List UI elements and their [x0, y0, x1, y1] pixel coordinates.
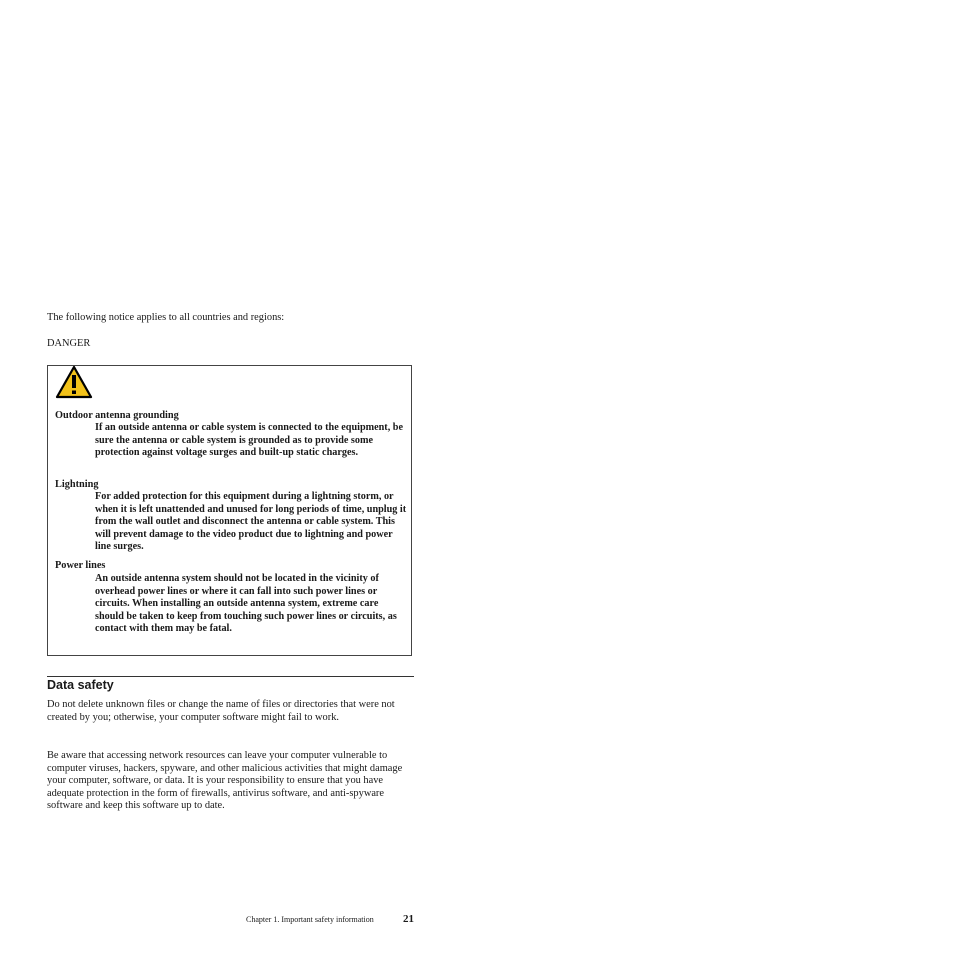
danger-label: DANGER [47, 338, 91, 349]
notice-term-outdoor-antenna: Outdoor antenna grounding [55, 410, 179, 421]
notice-term-power-lines: Power lines [55, 560, 106, 571]
section-paragraph-2: Be aware that accessing network resources can leave your computer vulnerable to computer viruses, hackers, spyware, and other malicious activities that might damage your computer, software, or data. It is your responsibility to ensure that you have adequate protection in the form of firewalls, antivirus software, and anti-spyware software and keep this software up to date. [47, 750, 403, 811]
notice-text-power-lines: An outside antenna system should not be located in the vicinity of overhead power lines or where it can fall into such power lines or circuits. When installing an outside antenna system, extreme care should be taken to keep from touching such power lines or circuits, as contact with them may be fatal. [95, 573, 397, 634]
section-heading: Data safety [47, 678, 114, 692]
page-number: 21 [403, 913, 414, 925]
section-divider [47, 676, 414, 677]
section-paragraph-1: Do not delete unknown files or change the name of files or directories that were not created by you; otherwise, your computer software might fail to work. [47, 699, 395, 723]
notice-term-lightning: Lightning [55, 479, 99, 490]
warning-triangle-icon [55, 365, 93, 399]
intro-text: The following notice applies to all countries and regions: [47, 312, 285, 323]
notice-text-outdoor-antenna: If an outside antenna or cable system is connected to the equipment, be sure the antenna or cable system is grounded as to provide some protection against voltage surges and built-up static charges. [95, 422, 403, 458]
footer-chapter-title: Chapter 1. Important safety information [246, 915, 374, 924]
notice-text-lightning: For added protection for this equipment during a lightning storm, or when it is left unattended and unused for long periods of time, unplug it from the wall outlet and disconnect the antenna or cable system. This will prevent damage to the video product due to lightning and power line surges. [95, 491, 407, 552]
